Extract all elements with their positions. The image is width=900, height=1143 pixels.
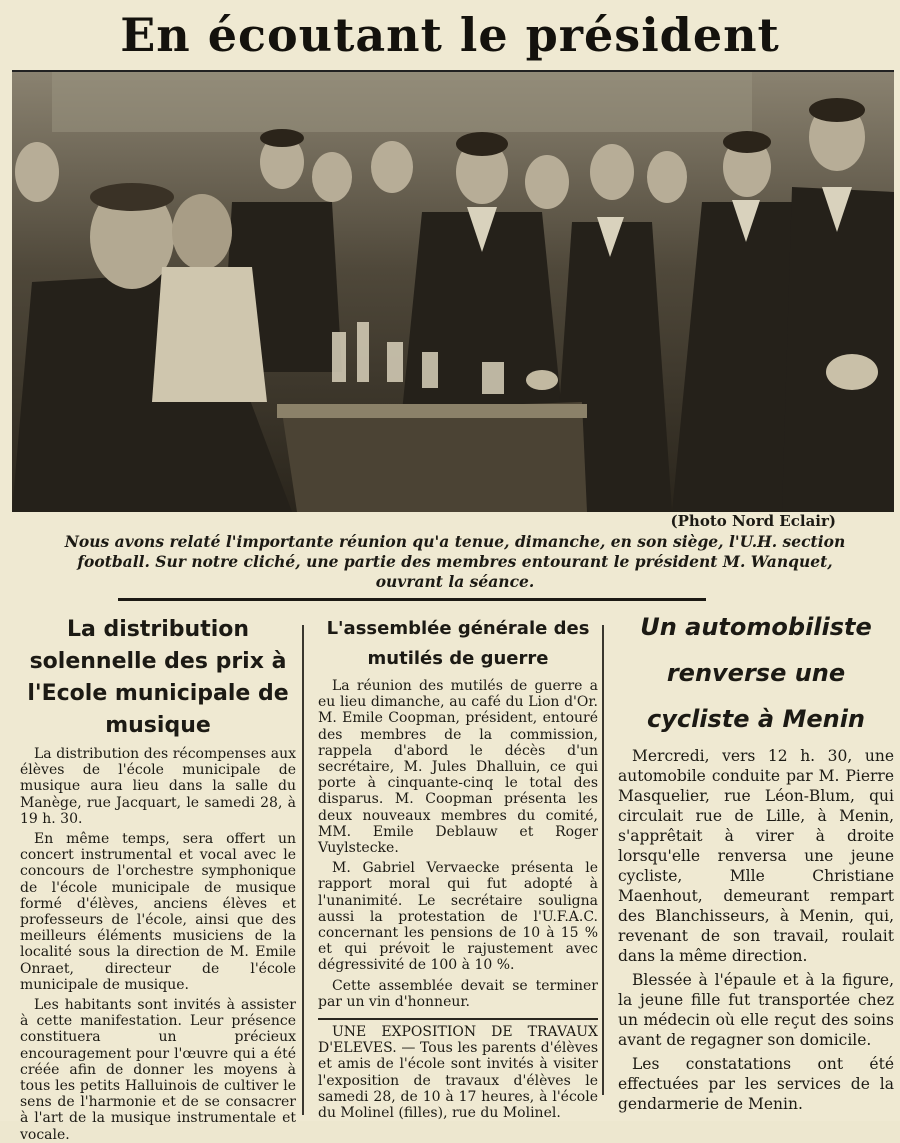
article-music-school — [20, 614, 296, 1143]
article-paragraph: La réunion des mutilés de guerre a eu lieu dimanche, au café du Lion d'Or. M. Emile Coopman, président, entouré des membres de la commission, rappela d'abord le décès d'un secrétaire, M. Jules Dhalluin, ce qui porte à cinquante-cinq le total des disparus. M. Coopman présenta les deux nouveaux membres du comité, MM. Emile Deblauw et Roger Vuylstecke. — [318, 678, 598, 857]
notice-text: — Tous les parents d'élèves et amis de l'école sont invités à visiter l'exposition de travaux d'élèves le samedi 28, de 10 à 17 heures, à l'école du Molinel (filles), rue du Molinel. — [318, 1040, 599, 1122]
article-title: Un automobiliste renverse une cycliste à Menin — [640, 613, 872, 733]
column-divider — [602, 625, 604, 1095]
page-headline: En écoutant le président — [120, 8, 780, 62]
photo-caption: Nous avons relaté l'importante réunion qu'a tenue, dimanche, en son siège, l'U.H. section football. Sur notre cliché, une partie des membres entourant le président M. Wanquet, ouvrant la séance. — [64, 532, 846, 591]
article-paragraph: La distribution des récompenses aux élèves de l'école municipale de musique aura lieu dans la salle du Manège, rue Jacquart, le samedi 28, à 19 h. 30. — [20, 746, 296, 827]
article-title: L'assemblée générale des mutilés de guerre — [326, 618, 590, 669]
article-paragraph: Les habitants sont invités à assister à cette manifestation. Leur présence constituera un précieux encouragement pour l'œuvre qui a été créée afin de donner les moyens à tous les petits Halluinois de cultiver le sens de l'harmonie et de se consacrer à l'art de la musique instrumentale et vocale. — [20, 997, 296, 1143]
meeting-photo — [12, 70, 894, 512]
photo-credit: (Photo Nord Eclair) — [670, 512, 836, 530]
article-paragraph: Mercredi, vers 12 h. 30, une automobile conduite par M. Pierre Masquelier, rue Léon-Blum, qui circulait rue de Lille, à Menin, s'apprêtait à virer à droite lorsqu'elle renversa une jeune cycliste, Mlle Christiane Maenhout, demeurant rempart des Blanchisseurs, à Menin, qui, revenant de son travail, roulait dans la même direction. — [618, 747, 894, 965]
article-menin-accident — [618, 604, 894, 1114]
article-war-veterans — [318, 614, 598, 1121]
article-paragraph: Cette assemblée devait se terminer par un vin d'honneur. — [318, 977, 598, 1010]
section-divider — [118, 598, 706, 601]
article-paragraph: En même temps, sera offert un concert instrumental et vocal avec le concours de l'orchestre symphonique de l'école municipale de musique formé d'élèves, anciens élèves et professeurs de l'école, ainsi que des meilleurs éléments musiciens de la localité sous la direction de M. Emile Onraet, directeur de l'école municipale de musique. — [20, 831, 296, 993]
column-divider — [302, 625, 304, 1115]
exhibition-notice — [318, 1018, 598, 1121]
notice-title: UNE EXPOSITION DE TRAVAUX D'ELEVES. — [318, 1024, 598, 1057]
article-paragraph: Blessée à l'épaule et à la figure, la jeune fille fut transportée chez un médecin où elle reçut des soins avant de regagner son domicile. — [618, 971, 894, 1049]
article-title: La distribution solennelle des prix à l'Ecole municipale de musique — [27, 617, 289, 738]
article-paragraph: Les constatations ont été effectuées par les services de la gendarmerie de Menin. — [618, 1055, 894, 1113]
article-paragraph: M. Gabriel Vervaecke présenta le rapport moral qui fut adopté à l'unanimité. Le secrétaire souligna aussi la protestation de l'U.F.A.C. concernant les pensions de 10 à 15 % et qui prévoit le rajustement avec dégressivité de 100 à 10 %. — [318, 860, 598, 974]
